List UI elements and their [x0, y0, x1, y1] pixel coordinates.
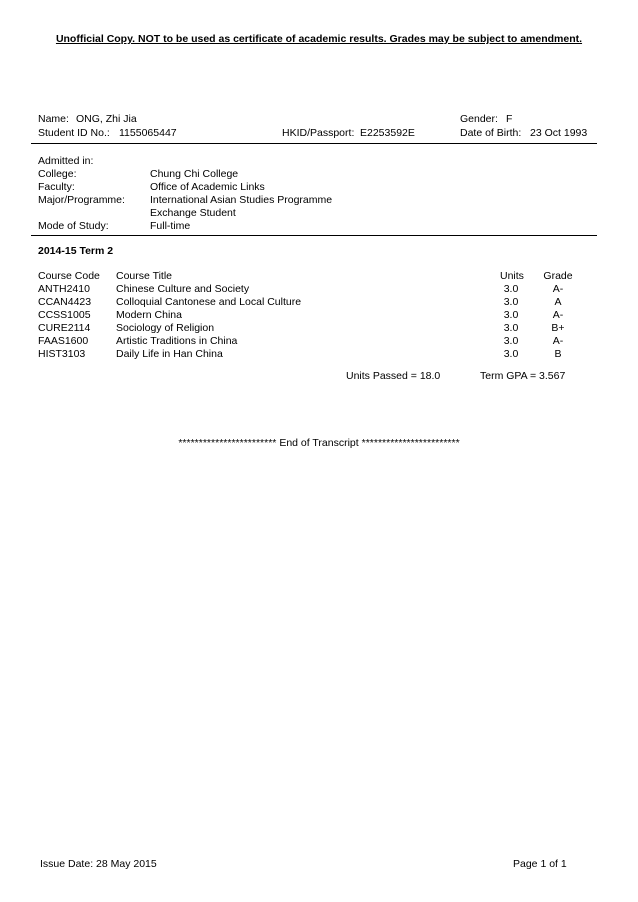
course-grade: B — [554, 348, 562, 360]
course-code: ANTH2410 — [38, 283, 90, 295]
course-grade: A — [554, 296, 562, 308]
course-grade: A- — [552, 335, 564, 347]
page-number: Page 1 of 1 — [513, 858, 567, 870]
table-row — [0, 322, 638, 335]
student-id: 1155065447 — [119, 127, 177, 139]
faculty-value: Office of Academic Links — [150, 181, 265, 193]
issue-date: Issue Date: 28 May 2015 — [40, 858, 157, 870]
course-units: 3.0 — [503, 348, 519, 360]
dob-value: 23 Oct 1993 — [530, 127, 588, 139]
college-label: College: — [38, 168, 77, 180]
gender-label: Gender: — [460, 113, 498, 125]
course-code: CURE2114 — [38, 322, 91, 334]
table-row — [0, 348, 638, 361]
course-units: 3.0 — [503, 296, 519, 308]
course-units: 3.0 — [503, 335, 519, 347]
course-title: Artistic Traditions in China — [116, 335, 238, 347]
student-gender: F — [506, 113, 513, 125]
programme-value-2: Exchange Student — [150, 207, 236, 219]
course-title: Chinese Culture and Society — [116, 283, 250, 295]
term-title: 2014-15 Term 2 — [38, 245, 114, 257]
course-code: HIST3103 — [38, 348, 86, 360]
programme-label: Major/Programme: — [38, 194, 125, 206]
hkid-value: E2253592E — [360, 127, 415, 139]
student-id-label: Student ID No.: — [38, 127, 110, 139]
course-code: CCSS1005 — [38, 309, 91, 321]
dob-label: Date of Birth: — [460, 127, 522, 139]
disclaimer-notice: Unofficial Copy. NOT to be used as certificate of academic results. Grades may be subject to amendment. — [55, 33, 583, 45]
header-grade: Grade — [543, 270, 573, 282]
hkid-label: HKID/Passport: — [282, 127, 355, 139]
course-title: Sociology of Religion — [116, 322, 215, 334]
programme-value: International Asian Studies Programme — [150, 194, 333, 206]
course-title: Modern China — [116, 309, 182, 321]
table-row — [0, 283, 638, 296]
divider — [31, 235, 597, 236]
term-gpa: Term GPA = 3.567 — [480, 370, 566, 382]
admitted-heading: Admitted in: — [38, 155, 94, 167]
name-label: Name: — [38, 113, 69, 125]
course-title: Daily Life in Han China — [116, 348, 223, 360]
course-table-header — [0, 270, 638, 283]
faculty-label: Faculty: — [38, 181, 75, 193]
course-title: Colloquial Cantonese and Local Culture — [116, 296, 302, 308]
end-of-transcript: ************************ End of Transcript ************************ — [178, 437, 460, 449]
course-code: FAAS1600 — [38, 335, 89, 347]
course-grade: B+ — [551, 322, 565, 334]
table-row — [0, 335, 638, 348]
course-units: 3.0 — [503, 309, 519, 321]
course-grade: A- — [552, 283, 564, 295]
student-name: ONG, Zhi Jia — [76, 113, 137, 125]
header-course-code: Course Code — [38, 270, 100, 282]
divider — [31, 143, 597, 144]
course-code: CCAN4423 — [38, 296, 92, 308]
header-course-title: Course Title — [116, 270, 173, 282]
table-row — [0, 309, 638, 322]
mode-value: Full-time — [150, 220, 191, 232]
header-units: Units — [500, 270, 524, 282]
course-units: 3.0 — [503, 283, 519, 295]
units-passed: Units Passed = 18.0 — [346, 370, 441, 382]
mode-label: Mode of Study: — [38, 220, 109, 232]
course-units: 3.0 — [503, 322, 519, 334]
course-grade: A- — [552, 309, 564, 321]
college-value: Chung Chi College — [150, 168, 239, 180]
table-row — [0, 296, 638, 309]
